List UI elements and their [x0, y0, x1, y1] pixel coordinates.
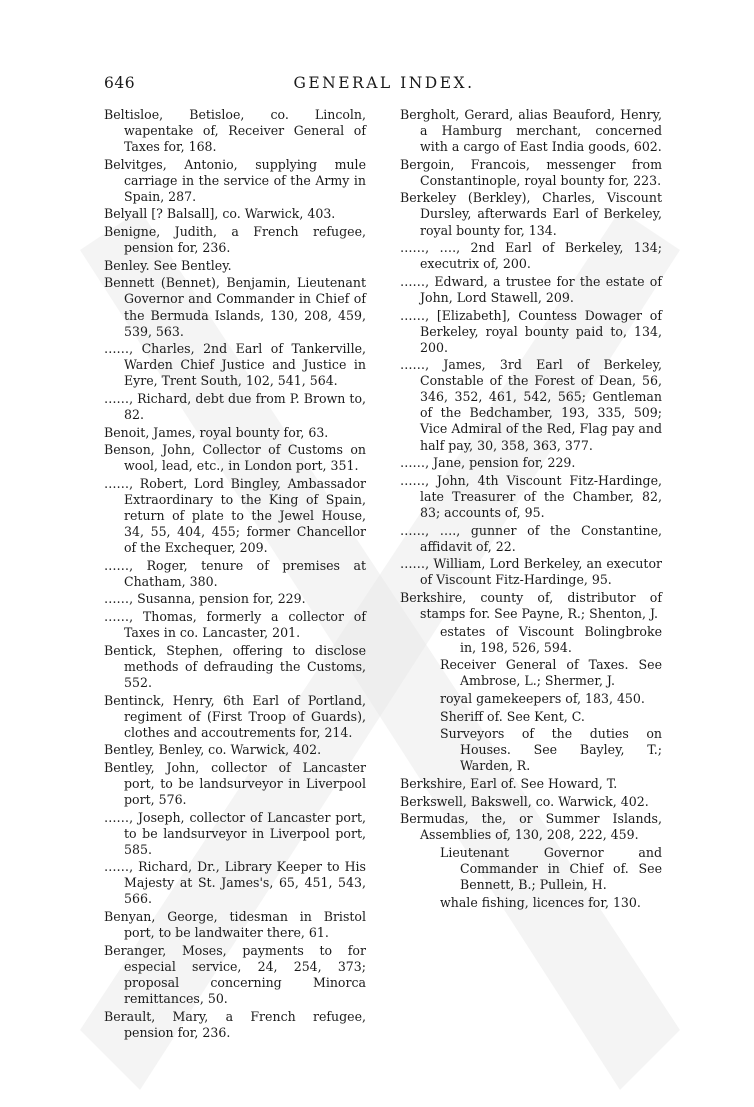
- index-entry: ……, Roger, tenure of premises at Chatham, 380.: [104, 557, 366, 589]
- index-entry: ……, …., 2nd Earl of Berkeley, 134; executrix of, 200.: [400, 240, 662, 272]
- index-entry: Berkswell, Bakswell, co. Warwick, 402.: [400, 793, 649, 809]
- running-title: GENERAL INDEX.: [293, 74, 475, 92]
- index-entry: Berault, Mary, a French refugee, pension for, 236.: [104, 1008, 366, 1040]
- index-entry: Berkeley (Berkley), Charles, Viscount Dursley, afterwards Earl of Berkeley, royal bounty for, 134.: [400, 190, 662, 238]
- index-subentry: whale fishing, licences for, 130.: [440, 894, 641, 910]
- index-entry: Bergoin, Francois, messenger from Constantinople, royal bounty for, 223.: [400, 156, 662, 188]
- index-subentry: Lieutenant Governor and Commander in Chief of. See Bennett, B.; Pullein, H.: [440, 844, 662, 893]
- index-entry: Berkshire, county of, distributor of stamps for. See Payne, R.; Shenton, J.: [400, 589, 662, 621]
- index-entry: ……, James, 3rd Earl of Berkeley, Constable of the Forest of Dean, 56, 346, 352, 461, 542, 565; Gentleman of the Bedchamber, 193, 335, 509; Vice Admiral of the Red, Flag pay and half pay, 30, 358, 363, 377.: [400, 357, 662, 453]
- index-subentry: Sheriff of. See Kent, C.: [440, 708, 585, 724]
- index-entry: Bentinck, Henry, 6th Earl of Portland, regiment of (First Troop of Guards), clothes and accoutrements for, 214.: [104, 692, 366, 740]
- index-subentry: Surveyors of the duties on Houses. See Bayley, T.; Warden, R.: [440, 726, 662, 774]
- page-header: [104, 74, 664, 94]
- index-entry: Bergholt, Gerard, alias Beauford, Henry, a Hamburg merchant, concerned with a cargo of East India goods, 602.: [400, 107, 662, 155]
- index-entry: Bennett (Bennet), Benjamin, Lieutenant Governor and Commander in Chief of the Bermuda Islands, 130, 208, 459, 539, 563.: [104, 275, 366, 339]
- index-entry: ……, Richard, debt due from P. Brown to, 82.: [104, 390, 366, 422]
- index-entry: Bentick, Stephen, offering to disclose methods of defrauding the Customs, 552.: [104, 642, 366, 690]
- index-entry: Belvitges, Antonio, supplying mule carriage in the service of the Army in Spain, 287.: [104, 156, 366, 204]
- index-entry: ……, Thomas, formerly a collector of Taxes in co. Lancaster, 201.: [104, 609, 366, 641]
- left-column: [104, 107, 366, 1042]
- index-entry: Belyall [? Balsall], co. Warwick, 403.: [104, 206, 336, 222]
- index-entry: Bentley, Benley, co. Warwick, 402.: [104, 742, 322, 758]
- index-entry: ……, William, Lord Berkeley, an executor of Viscount Fitz-Hardinge, 95.: [400, 556, 662, 588]
- right-column: [400, 107, 662, 912]
- index-entry: ……, …., gunner of the Constantine, affidavit of, 22.: [400, 522, 662, 554]
- index-entry: ……, Jane, pension for, 229.: [400, 455, 576, 471]
- index-entry: Bentley, John, collector of Lancaster port, to be landsurveyor in Liverpool port, 576.: [104, 759, 366, 808]
- index-subentry: estates of Viscount Bolingbroke in, 198, 526, 594.: [440, 623, 662, 655]
- index-subentry: royal gamekeepers of, 183, 450.: [440, 690, 645, 706]
- index-entry: Benyan, George, tidesman in Bristol port, to be landwaiter there, 61.: [104, 909, 366, 941]
- index-entry: ……, Edward, a trustee for the estate of John, Lord Stawell, 209.: [400, 273, 662, 305]
- index-entry: Beranger, Moses, payments to for especial service, 24, 254, 373; proposal concerning Minorca remittances, 50.: [104, 942, 366, 1006]
- index-entry: Bermudas, the, or Summer Islands, Assemblies of, 130, 208, 222, 459.: [400, 811, 662, 843]
- index-entry: ……, Robert, Lord Bingley, Ambassador Extraordinary to the King of Spain, return of plate to the Jewel House, 34, 55, 404, 455; former Chancellor of the Exchequer, 209.: [104, 475, 366, 556]
- index-entry: Benigne, Judith, a French refugee, pension for, 236.: [104, 224, 366, 256]
- index-entry: Berkshire, Earl of. See Howard, T.: [400, 775, 618, 791]
- index-entry: ……, Joseph, collector of Lancaster port, to be landsurveyor in Liverpool port, 585.: [104, 809, 366, 857]
- index-entry: ……, John, 4th Viscount Fitz-Hardinge, late Treasurer of the Chamber, 82, 83; accounts of, 95.: [400, 472, 662, 520]
- page-number: 646: [104, 74, 136, 92]
- index-entry: ……, Richard, Dr., Library Keeper to His Majesty at St. James's, 65, 451, 543, 566.: [104, 859, 366, 907]
- index-entry: Benoit, James, royal bounty for, 63.: [104, 424, 329, 440]
- index-entry: Benley. See Bentley.: [104, 257, 232, 273]
- index-entry: ……, Susanna, pension for, 229.: [104, 591, 306, 607]
- index-entry: ……, [Elizabeth], Countess Dowager of Berkeley, royal bounty paid to, 134, 200.: [400, 307, 662, 355]
- index-entry: ……, Charles, 2nd Earl of Tankerville, Warden Chief Justice and Justice in Eyre, Trent South, 102, 541, 564.: [104, 341, 366, 389]
- index-subentry: Receiver General of Taxes. See Ambrose, L.; Shermer, J.: [440, 657, 662, 689]
- index-entry: Beltisloe, Betisloe, co. Lincoln, wapentake of, Receiver General of Taxes for, 168.: [104, 107, 366, 155]
- index-entry: Benson, John, Collector of Customs on wool, lead, etc., in London port, 351.: [104, 442, 366, 474]
